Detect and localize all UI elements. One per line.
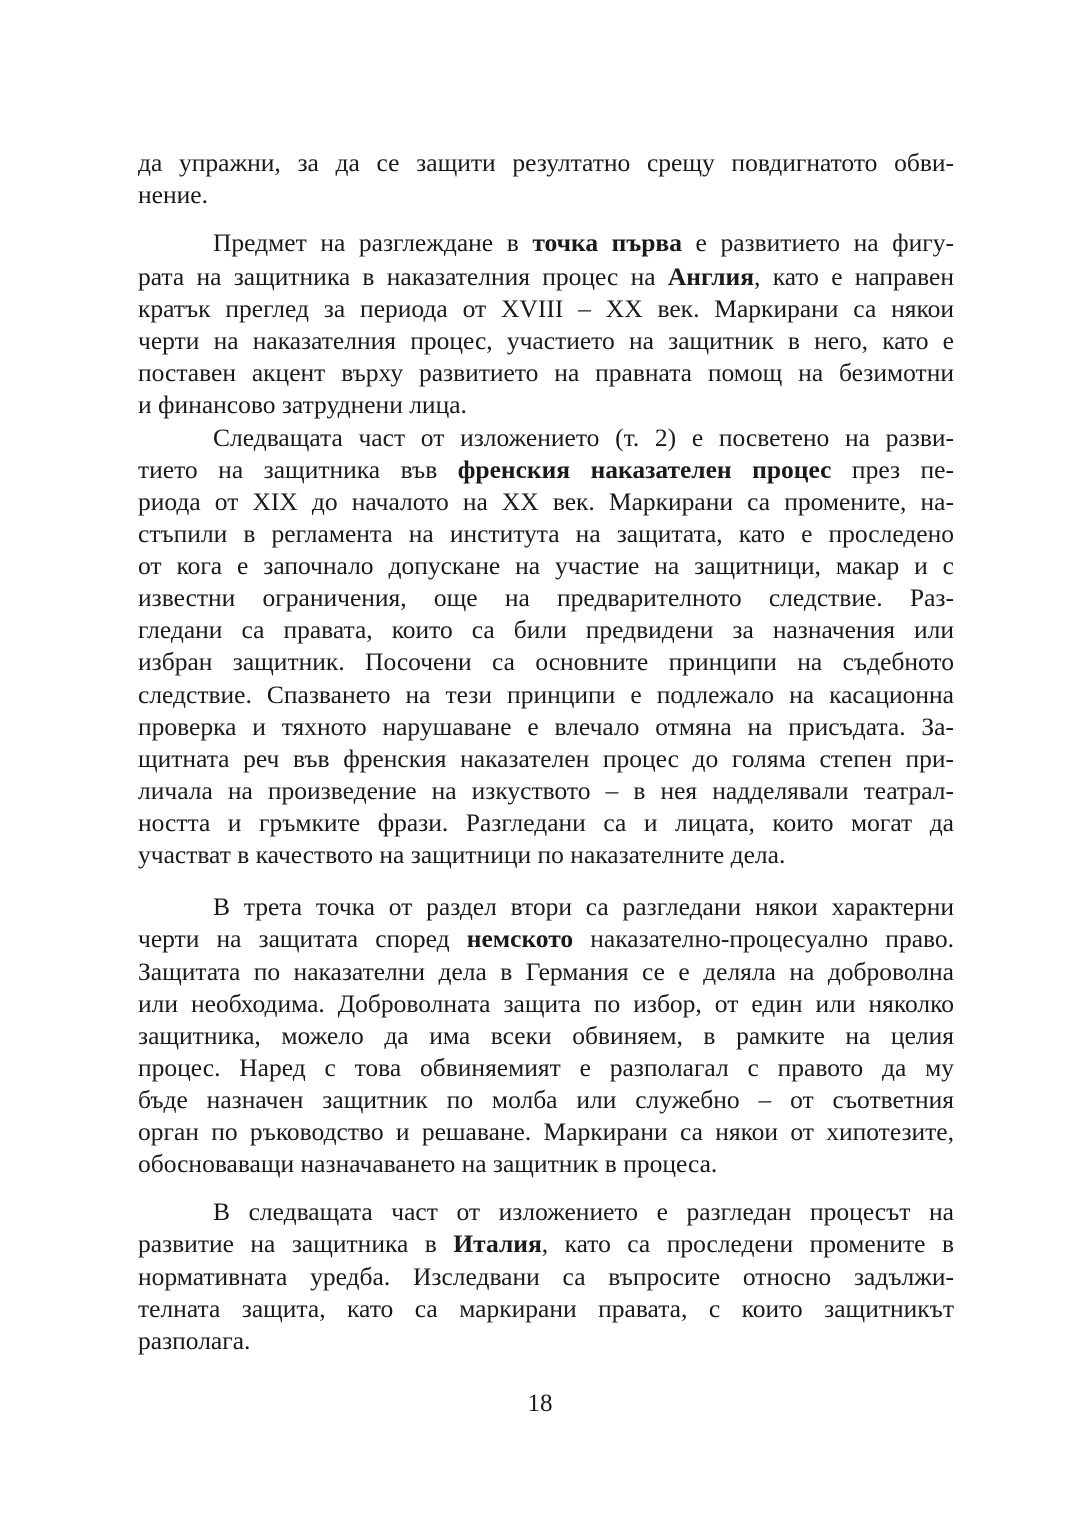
text-line: В следващата част от изложението е разгледан процесът на xyxy=(213,1197,954,1226)
text-line: защитника, можело да има всеки обвиняем, в рамките на целия xyxy=(138,1021,954,1050)
bold-term: Англия xyxy=(667,262,755,291)
text-line: орган по ръководство и решаване. Маркирани са някои от хипотезите, xyxy=(138,1117,954,1146)
text-line: Следващата част от изложението (т. 2) е посветено на разви- xyxy=(213,423,954,452)
bold-term: френския наказателен процес xyxy=(457,455,832,484)
text-line: нормативната уредба. Изследвани са въпросите относно задължи- xyxy=(138,1262,954,1291)
text-line: кратък преглед за периода от XVIII – XX век. Маркирани са някои xyxy=(138,294,954,323)
text-line: риода от XIX до началото на XX век. Маркирани са промените, на- xyxy=(138,487,954,516)
text-line: следствие. Спазването на тези принципи е подлежало на касационна xyxy=(138,680,954,709)
text-line: избран защитник. Посочени са основните принципи на съдебното xyxy=(138,647,954,676)
text-line: развитие на защитника в Италия, като са проследени промените в xyxy=(138,1229,954,1258)
text-line: и финансово затруднени лица. xyxy=(138,390,467,419)
text-line: обосноваващи назначаването на защитник в процеса. xyxy=(138,1149,718,1178)
text-line: Предмет на разглеждане в точка първа е развитието на фигу- xyxy=(213,228,955,257)
text-line: поставен акцент върху развитието на правната помощ на безимотни xyxy=(138,358,954,387)
text-line: В трета точка от раздел втори са разгледани някои характерни xyxy=(213,892,954,921)
text-line: да упражни, за да се защити резултатно срещу повдигнатото обви- xyxy=(138,148,954,177)
bold-term: точка първа xyxy=(532,228,682,257)
text-line: бъде назначен защитник по молба или служебно – от съответния xyxy=(138,1085,954,1114)
text-line: стъпили в регламента на института на защитата, като е проследено xyxy=(138,519,954,548)
text-line: или необходима. Доброволната защита по избор, от един или няколко xyxy=(138,989,954,1018)
text-line: процес. Наред с това обвиняемият е разполагал с правото да му xyxy=(138,1053,954,1082)
text-line: личала на произведение на изкуството – в нея надделявали театрал- xyxy=(138,776,954,805)
text-line: ността и гръмките фрази. Разгледани са и лицата, които могат да xyxy=(138,808,954,837)
text-line: рата на защитника в наказателния процес на Англия, като е направен xyxy=(138,262,954,291)
text-line: черти на защитата според немското наказателно-процесуално право. xyxy=(138,924,954,953)
page-number: 18 xyxy=(527,1390,553,1417)
text-line: разполага. xyxy=(138,1326,251,1355)
text-line: щитната реч във френския наказателен процес до голяма степен при- xyxy=(138,744,954,773)
text-line: телната защита, като са маркирани правата, с които защитникът xyxy=(138,1294,954,1323)
bold-term: Италия xyxy=(453,1229,542,1258)
text-line: нение. xyxy=(138,180,208,209)
text-line: от кога е започнало допускане на участие на защитници, макар и с xyxy=(138,551,954,580)
text-line: известни ограничения, още на предварителното следствие. Раз- xyxy=(138,583,954,612)
text-line: участват в качеството на защитници по наказателните дела. xyxy=(138,840,786,869)
text-line: Защитата по наказателни дела в Германия се е деляла на доброволна xyxy=(138,957,954,986)
text-line: гледани са правата, които са били предвидени за назначения или xyxy=(138,615,954,644)
bold-term: немското xyxy=(466,924,574,953)
text-line: тието на защитника във френския наказателен процес през пе- xyxy=(138,455,954,484)
text-line: проверка и тяхното нарушаване е влечало отмяна на присъдата. За- xyxy=(138,712,954,741)
text-line: черти на наказателния процес, участието на защитник в него, като е xyxy=(138,326,954,355)
